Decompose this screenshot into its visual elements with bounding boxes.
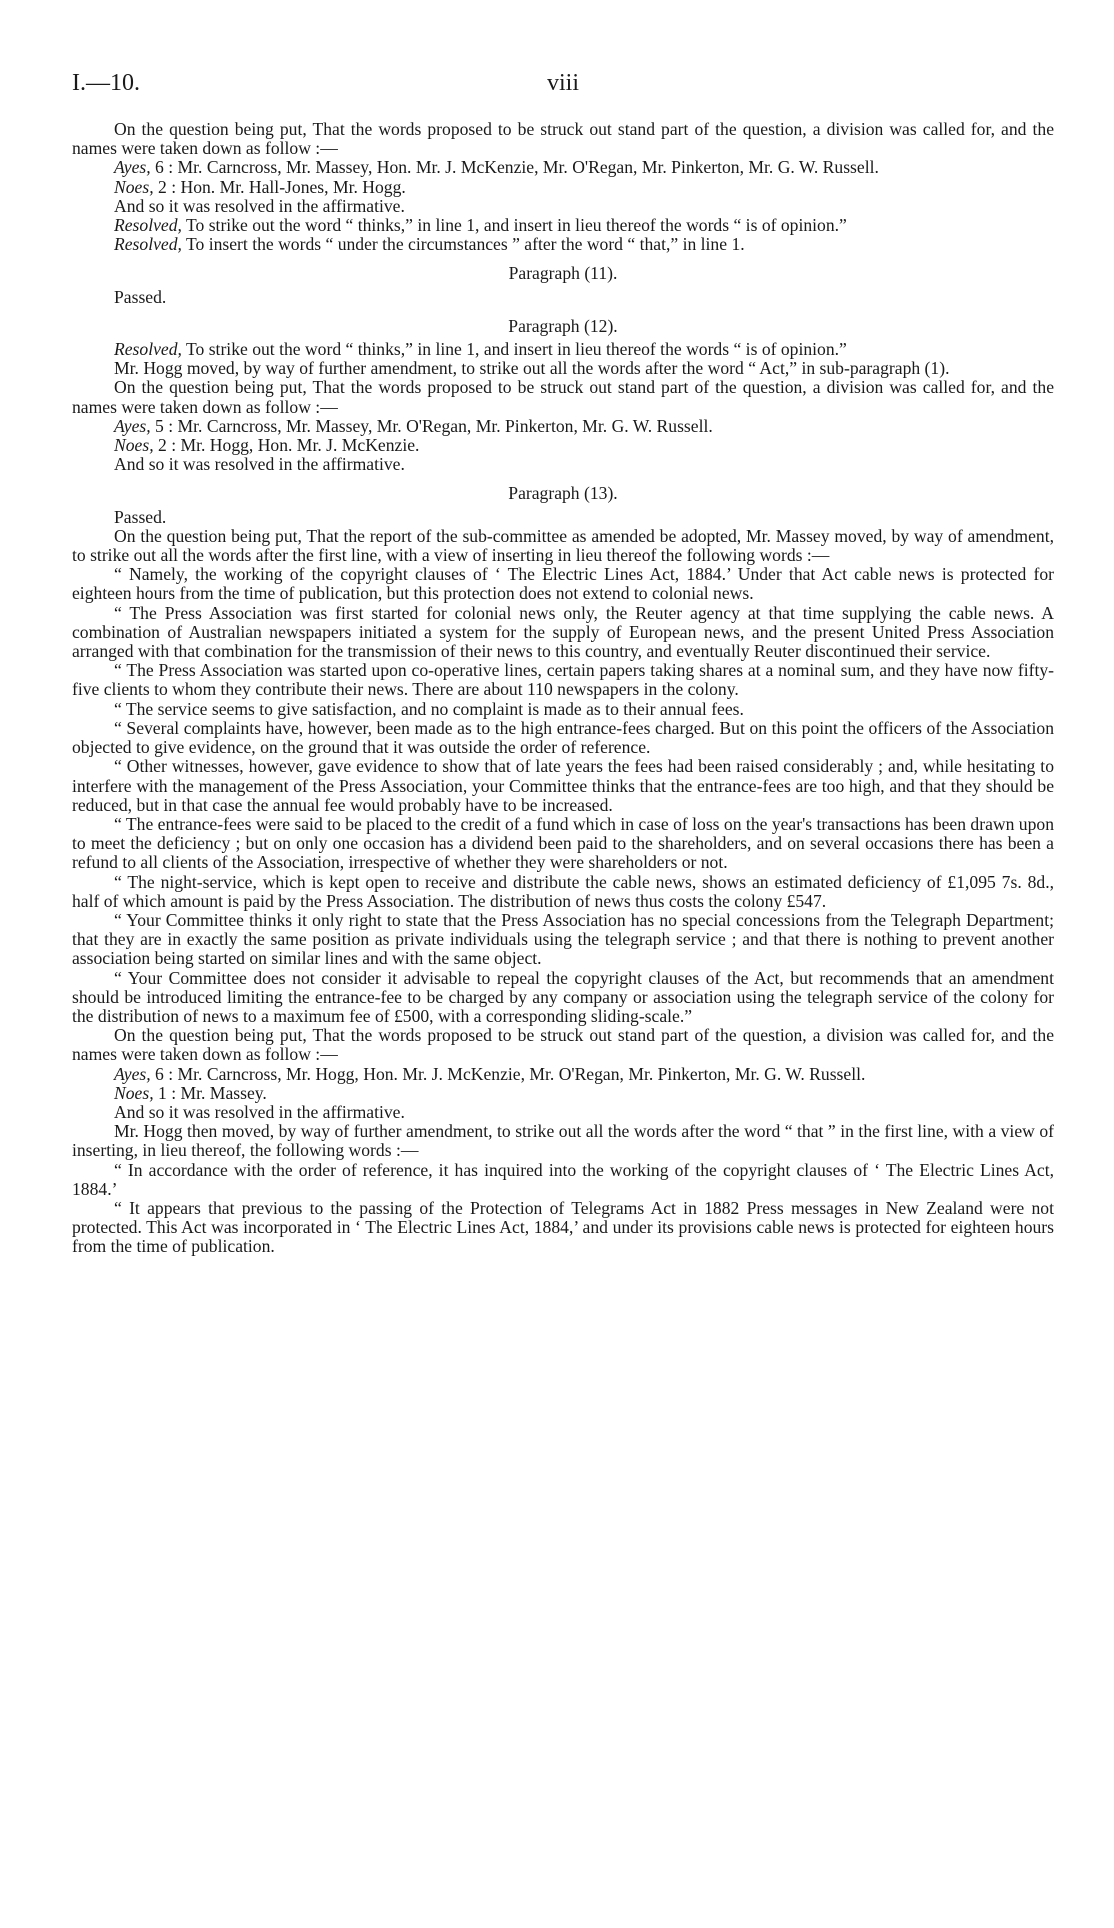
body-paragraph: “ The night-service, which is kept open to receive and distribute the cable news, shows an estimated deficiency of £1,095 7s. 8d., half of which amount is paid by the Press Association. The distribution of news thus costs the colony £547.: [72, 871, 1054, 911]
body-paragraph: “ Several complaints have, however, been made as to the high entrance-fees charged. But on this point the officers of the Association objected to give evidence, on the ground that it was outside the order of reference.: [72, 717, 1054, 758]
body-paragraph: On the question being put, That the words proposed to be struck out stand part of the question, a division was called for, and the names were taken down as follow :—: [72, 119, 1054, 159]
entry-label: Resolved,: [114, 215, 182, 236]
division-entry: [72, 1065, 1054, 1084]
entry-label: Ayes,: [114, 1063, 151, 1084]
body-paragraph: Mr. Hogg moved, by way of further amendment, to strike out all the words after the word “ Act,” in sub-paragraph (1).: [114, 358, 950, 379]
division-entry: [72, 436, 1054, 455]
division-entry: [72, 340, 1054, 359]
entry-text: To strike out the word “ thinks,” in line 1, and insert in lieu thereof the words “ is of opinion.”: [186, 339, 847, 360]
body-paragraph: “ The service seems to give satisfaction, and no complaint is made as to their annual fees.: [114, 698, 744, 719]
entry-text: To strike out the word “ thinks,” in line 1, and insert in lieu thereof the words “ is of opinion.”: [186, 215, 847, 236]
entry-text: 6 : Mr. Carncross, Mr. Hogg, Hon. Mr. J. McKenzie, Mr. O'Regan, Mr. Pinkerton, Mr. G. W. Russell.: [155, 1063, 866, 1084]
entry-label: Resolved,: [114, 339, 182, 360]
body-paragraph: “ In accordance with the order of reference, it has inquired into the working of the copyright clauses of ‘ The Electric Lines Act, 1884.’: [72, 1159, 1054, 1199]
entry-text: 5 : Mr. Carncross, Mr. Massey, Mr. O'Regan, Mr. Pinkerton, Mr. G. W. Russell.: [155, 415, 713, 436]
division-entry: [72, 1084, 1054, 1103]
document-body: [72, 120, 1054, 1257]
entry-text: 2 : Mr. Hogg, Hon. Mr. J. McKenzie.: [158, 435, 420, 456]
page-number: viii: [546, 70, 579, 96]
body-paragraph: “ The Press Association was first started for colonial news only, the Reuter agency at that time supplying the cable news. A combination of Australian newspapers initiated a system for the supply of European news, and the present United Press Association arranged with that combination for the transmission of their news to this country, and eventually Reuter discontinued their service.: [72, 602, 1054, 662]
body-paragraph: And so it was resolved in the affirmative.: [114, 454, 405, 475]
entry-label: Noes,: [114, 1082, 154, 1103]
entry-label: Noes,: [114, 176, 154, 197]
paper-reference: I.—10.: [72, 70, 140, 96]
division-entry: [72, 216, 1054, 235]
body-paragraph: “ Your Committee thinks it only right to state that the Press Association has no special concessions from the Telegraph Department; that they are in exactly the same position as private individuals using the telegraph service ; and that there is nothing to prevent another association being started on similar lines and with the same object.: [72, 909, 1054, 969]
paragraph-heading: Paragraph (11).: [508, 263, 618, 284]
body-paragraph: On the question being put, That the report of the sub-committee as amended be adopted, Mr. Massey moved, by way of amendment, to strike out all the words after the first line, with a view of inserting in lieu thereof the following words :—: [72, 525, 1054, 566]
body-paragraph: “ The Press Association was started upon co-operative lines, certain papers taking shares at a nominal sum, and they have now fifty-five clients to whom they contribute their news. There are about 110 newspapers in the colony.: [72, 660, 1054, 700]
paragraph-heading: Paragraph (12).: [508, 315, 618, 336]
entry-label: Ayes,: [114, 415, 151, 436]
entry-label: Ayes,: [114, 157, 151, 178]
body-paragraph: “ It appears that previous to the passing of the Protection of Telegrams Act in 1882 Press messages in New Zealand were not protected. This Act was incorporated in ‘ The Electric Lines Act, 1884,’ and under its provisions cable news is protected for eighteen hours from the time of publication.: [72, 1197, 1054, 1257]
entry-text: 1 : Mr. Massey.: [158, 1082, 267, 1103]
division-entry: [72, 235, 1054, 254]
division-entry: [72, 178, 1054, 197]
body-paragraph: “ Namely, the working of the copyright clauses of ‘ The Electric Lines Act, 1884.’ Under that Act cable news is protected for eighteen hours from the time of publication, but this protection does not extend to colonial news.: [72, 564, 1054, 604]
body-paragraph: Passed.: [114, 286, 167, 307]
division-entry: [72, 417, 1054, 436]
body-paragraph: On the question being put, That the words proposed to be struck out stand part of the question, a division was called for, and the names were taken down as follow :—: [72, 1025, 1054, 1065]
division-entry: [72, 158, 1054, 177]
paragraph-heading: Paragraph (13).: [508, 483, 618, 504]
body-paragraph: On the question being put, That the words proposed to be struck out stand part of the question, a division was called for, and the names were taken down as follow :—: [72, 377, 1054, 417]
entry-label: Noes,: [114, 435, 154, 456]
entry-text: 2 : Hon. Mr. Hall-Jones, Mr. Hogg.: [158, 176, 406, 197]
body-paragraph: “ Other witnesses, however, gave evidence to show that of late years the fees had been raised considerably ; and, while hesitating to interfere with the management of the Press Association, your Committee thinks that the entrance-fees are too high, and that they should be reduced, but in that case the annual fee would probably have to be increased.: [72, 756, 1054, 815]
body-paragraph: Passed.: [114, 506, 167, 527]
body-paragraph: Mr. Hogg then moved, by way of further amendment, to strike out all the words after the word “ that ” in the first line, with a view of inserting, in lieu thereof, the following words :—: [72, 1121, 1054, 1161]
page-header: [72, 70, 1054, 120]
entry-label: Resolved,: [114, 234, 182, 255]
body-paragraph: “ Your Committee does not consider it advisable to repeal the copyright clauses of the Act, but recommends that an amendment should be introduced limiting the entrance-fee to be charged by any company or association using the telegraph service of the colony for the distribution of news to a maximum fee of £500, with a corresponding sliding-scale.”: [72, 967, 1054, 1026]
body-paragraph: And so it was resolved in the affirmative.: [114, 195, 405, 216]
entry-text: 6 : Mr. Carncross, Mr. Massey, Hon. Mr. J. McKenzie, Mr. O'Regan, Mr. Pinkerton, Mr. G. W. Russell.: [155, 157, 879, 178]
body-paragraph: “ The entrance-fees were said to be placed to the credit of a fund which in case of loss on the year's transactions has been drawn upon to meet the deficiency ; but on only one occasion has a dividend been paid to the shareholders, and on several occasions there has been a refund to all clients of the Association, irrespective of whether they were shareholders or not.: [72, 813, 1054, 873]
entry-text: To insert the words “ under the circumstances ” after the word “ that,” in line 1.: [186, 234, 745, 255]
body-paragraph: And so it was resolved in the affirmative.: [114, 1101, 405, 1122]
